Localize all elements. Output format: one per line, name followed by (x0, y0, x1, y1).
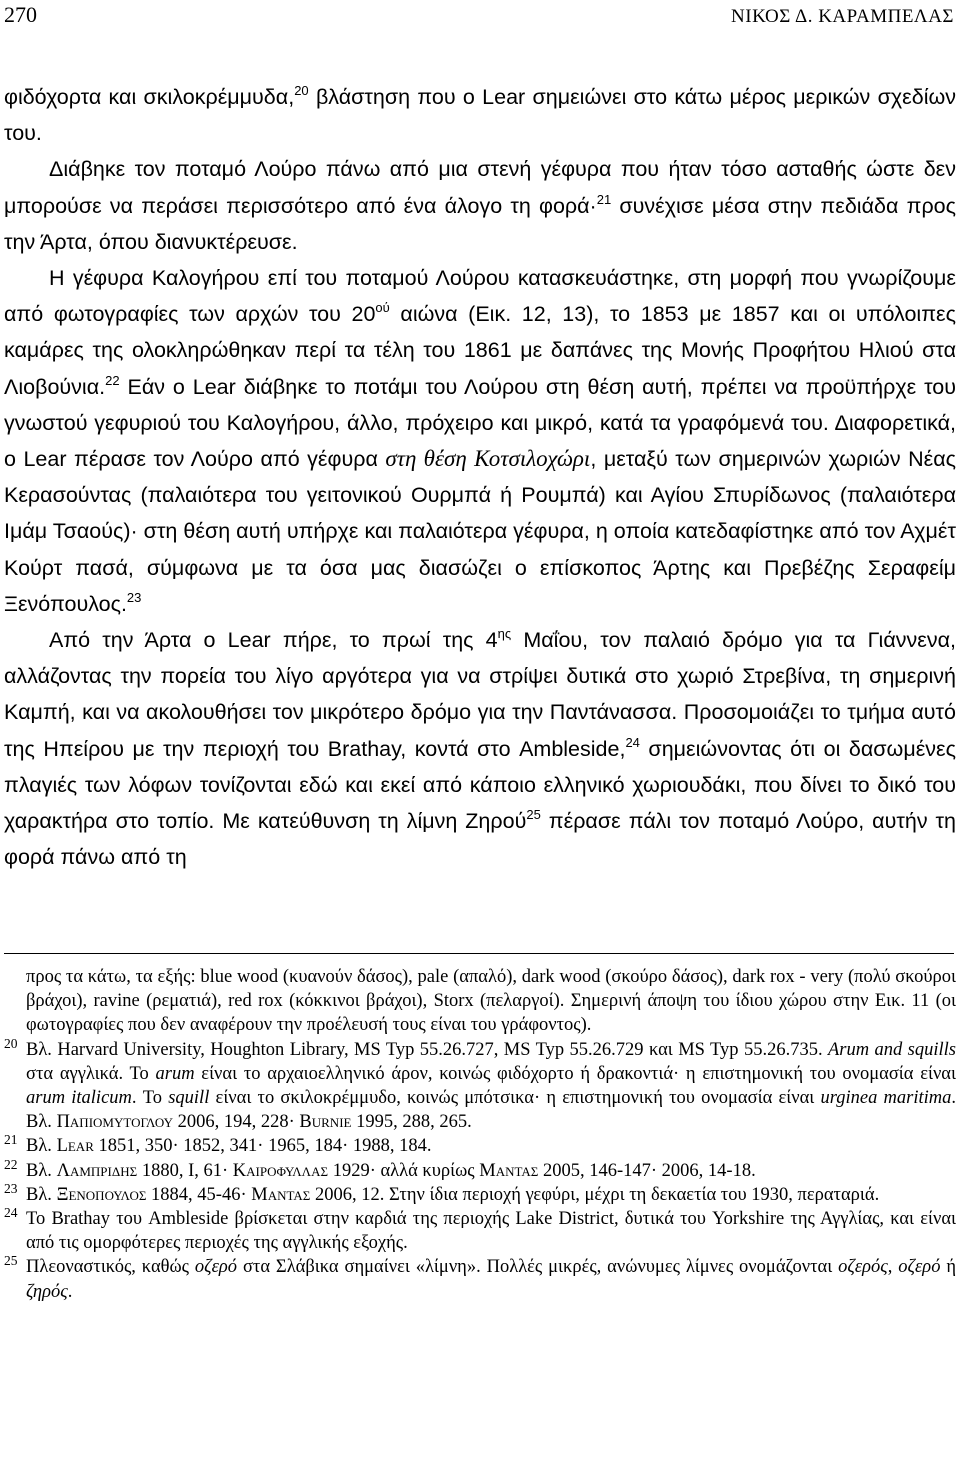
italic-run: squill (168, 1088, 210, 1109)
author-name: Παπιομυτογλου (56, 1112, 173, 1133)
text-run: 1929· αλλά κυρίως (328, 1160, 480, 1181)
text-run: . Το (131, 1088, 169, 1109)
footnote-continuation: προς τα κάτω, τα εξής: blue wood (κυανούν δάσος), pale (απαλό), dark wood (σκούρο δάσος), dark rox - very (πολύ σκούροι βράχοι), ravine (ρεματιά), red rox (κόκκινοι βράχοι), Storx (πελαργοί). Σημερινή άποψη του ίδιου χώρου στην Εικ. 11 (οι φωτογραφίες που δεν αναφέρουν την προέλευσή τους είναι του γράφοντος). (26, 967, 956, 1036)
text-run: βλάστηση που ο Lear σημειώνει στο κάτω μέρος μερικών σχεδίων του. (4, 85, 957, 146)
text-run: Βλ. (26, 1160, 57, 1181)
text-run: σημειώνοντας ότι οι δασωμένες πλαγιές των λόφων τονίζονται εδώ και εκεί από κάποιο ελληνικό χωριουδάκι, που δίνει το δικό του χαρακτήρα στο τοπίο. Με κατεύθυνση τη λίμνη Ζηρού (4, 736, 957, 834)
ordinal-superscript: ού (375, 300, 390, 316)
author-name: Burnie (299, 1112, 352, 1133)
text-run: αιώνα (Εικ. 12, 13), το 1853 με 1857 και οι υπόλοιπες καμάρες της ολοκληρώθηκαν περί τα τέλη του 1861 με δαπάνες της Μονής Προφήτου Ηλιού στα Λιοβούνια. (4, 302, 956, 399)
footnote-25 (4, 1255, 956, 1303)
footnote-21 (4, 1134, 956, 1158)
author-name: Καιροφυλλας (232, 1160, 329, 1181)
text-run: 2006, 12. Στην ίδια περιοχή γεφύρι, μέχρι τη δεκαετία του 1930, περαταριά. (310, 1184, 880, 1205)
text-run: 1851, 350· 1852, 341· 1965, 184· 1988, 184. (93, 1136, 432, 1157)
text-run: στα αγγλικά. Το (26, 1063, 156, 1084)
footnote-ref-25: 25 (526, 807, 541, 823)
author-name: Μαντας (479, 1160, 539, 1181)
author-name: Λαμπριδης (56, 1160, 138, 1181)
text-run: 1884, 45-46· (146, 1184, 252, 1205)
footnote-number: 24 (4, 1205, 18, 1221)
footnote-number: 21 (4, 1132, 18, 1148)
text-run: είναι το σκιλοκρέμμυδο, κοινώς μπότσικα· η επιστημονική του ονομασία είναι (209, 1088, 821, 1109)
author-name: Ξενοπουλος (56, 1184, 147, 1205)
footnote-number: 23 (4, 1180, 18, 1196)
footnote-20 (4, 1035, 956, 1135)
author-name: Lear (56, 1136, 94, 1157)
footnote-ref-24: 24 (625, 734, 640, 750)
text-run: Το Brathay του Ambleside βρίσκεται στην καρδιά της περιοχής Lake District, δυτικά του Yorkshire της Αγγλίας, και είναι από τις ομορφότερες περιοχές της αγγλικής εξοχής. (26, 1209, 956, 1254)
text-run: φιδόχορτα και σκιλοκρέμμυδα, (4, 85, 295, 109)
italic-run: στη θέση Κοτσιλοχώρι (385, 446, 591, 472)
text-run: Βλ. Harvard University, Houghton Library, MS Typ 55.26.727, MS Typ 55.26.729 και MS Typ 55.26.735. (26, 1039, 828, 1060)
text-run: 2005, 146-147· 2006, 14-18. (538, 1160, 756, 1181)
text-run: στα Σλάβικα σημαίνει «λίμνη». Πολλές μικρές, ανώνυμες λίμνες ονομάζονται (237, 1257, 839, 1278)
text-run: 1880, Ι, 61· (137, 1160, 233, 1181)
text-run: 1995, 288, 265. (351, 1112, 472, 1133)
footnote-ref-21: 21 (596, 191, 612, 207)
text-run: πέρασε πάλι τον ποταμό Λούρο, αυτήν τη φορά πάνω από τη (4, 809, 956, 870)
italic-run: Arum and squills (827, 1039, 956, 1060)
text-run: Εάν ο Lear διάβηκε το ποτάμι του Λούρου στη θέση αυτή, πρέπει να προϋπήρχε του γνωστού γεφυριού του Καλογήρου, άλλο, πρόχειρο και μικρό, κατά τα γραφόμενά του. Διαφορετικά, ο Lear πέρασε τον Λούρο από γέφυρα (4, 374, 956, 472)
text-run: συνέχισε μέσα στην πεδιάδα προς την Άρτα, όπου διανυκτέρευσε. (4, 193, 956, 254)
footnote-ref-23: 23 (126, 589, 142, 605)
footnote-ref-20: 20 (294, 83, 309, 98)
text-run: Πλεοναστικός, καθώς (26, 1257, 195, 1278)
text-run: Από την Άρτα ο Lear πήρε, το πρωί της 4 (49, 628, 498, 653)
paragraph-2 (4, 151, 956, 260)
text-run: Βλ. (26, 1136, 57, 1157)
paragraph-1 (4, 79, 956, 151)
italic-run: urginea maritima (820, 1088, 952, 1109)
text-run: 2006, 194, 228· (172, 1112, 300, 1133)
paragraph-4 (4, 622, 956, 875)
italic-run: arum italicum (26, 1088, 132, 1109)
footnote-number: 25 (4, 1253, 18, 1269)
footnote-24 (4, 1207, 956, 1255)
italic-run: arum (155, 1063, 195, 1084)
text-run: . (67, 1281, 73, 1302)
paragraph-3 (4, 260, 956, 622)
footnotes (4, 965, 956, 1304)
main-text (4, 79, 956, 875)
text-run: Η γέφυρα Καλογήρου επί του ποταμού Λούρου κατασκευάστηκε, στη μορφή που γνωρίζουμε από φωτογραφίες των αρχών του 20 (4, 266, 956, 327)
footnote-23 (4, 1180, 956, 1207)
running-head: ΝΙΚΟΣ Δ. ΚΑΡΑΜΠΕΛΑΣ (731, 6, 954, 27)
footnote-22 (4, 1156, 956, 1183)
text-run: . Βλ. (26, 1088, 956, 1133)
footnote-separator (4, 953, 954, 954)
text-run: Μαΐου, τον παλαιό δρόμο για τα Γιάννενα, αλλάζοντας την πορεία του λίγο αργότερα για να στρίψει δυτικά στο χωριό Στρεβίνα, τη σημερινή Καμπή, και να ακολουθήσει τον μικρότερο δρόμο για την Παντάνασσα. Προσομοιάζει το τμήμα αυτό της Ηπείρου με την περιοχή του Brathay, κοντά στο Ambleside, (4, 628, 957, 761)
footnote-number: 20 (4, 1035, 18, 1051)
italic-run: οζερό (898, 1257, 941, 1278)
ordinal-superscript: ης (497, 626, 512, 642)
text-run: Διάβηκε τον ποταμό Λούρο πάνω από μια στενή γέφυρα που ήταν τόσο ασταθής ώστε δεν μπορούσε να περάσει περισσότερο από ένα άλογο τη φορά· (4, 157, 956, 218)
footnote-number: 22 (4, 1156, 18, 1172)
page-number: 270 (4, 2, 37, 27)
italic-run: οζερός (838, 1257, 888, 1278)
text-run: είναι το αρχαιοελληνικό άρον, κοινώς φιδόχορτο ή δρακοντιά· η επιστημονική του ονομασία είναι (194, 1063, 956, 1084)
author-name: Μαντας (251, 1184, 311, 1205)
text-run: , μεταξύ των σημερινών χωριών Νέας Κερασούντας (παλαιότερα του γειτονικού Ουρμπά ή Ρουμπά) και Αγίου Σπυρίδωνος (παλαιότερα Ιμάμ Τσαούς)· στη θέση αυτή υπήρχε και παλαιότερα γέφυρα, η οποία κατεδαφίστηκε από τον Αχμέτ Κούρτ πασά, σύμφωνα με τα όσα μας διασώζει ο επίσκοπος Άρτης και Πρεβέζης Σεραφείμ Ξενόπουλος. (4, 447, 956, 616)
text-run: , (887, 1257, 899, 1278)
italic-run: οζερό (194, 1257, 238, 1278)
text-run: Βλ. (26, 1184, 57, 1205)
footnote-ref-22: 22 (105, 372, 120, 388)
page-header (4, 0, 954, 40)
italic-run: ζηρός (26, 1281, 68, 1302)
text-run: ή (940, 1257, 957, 1278)
